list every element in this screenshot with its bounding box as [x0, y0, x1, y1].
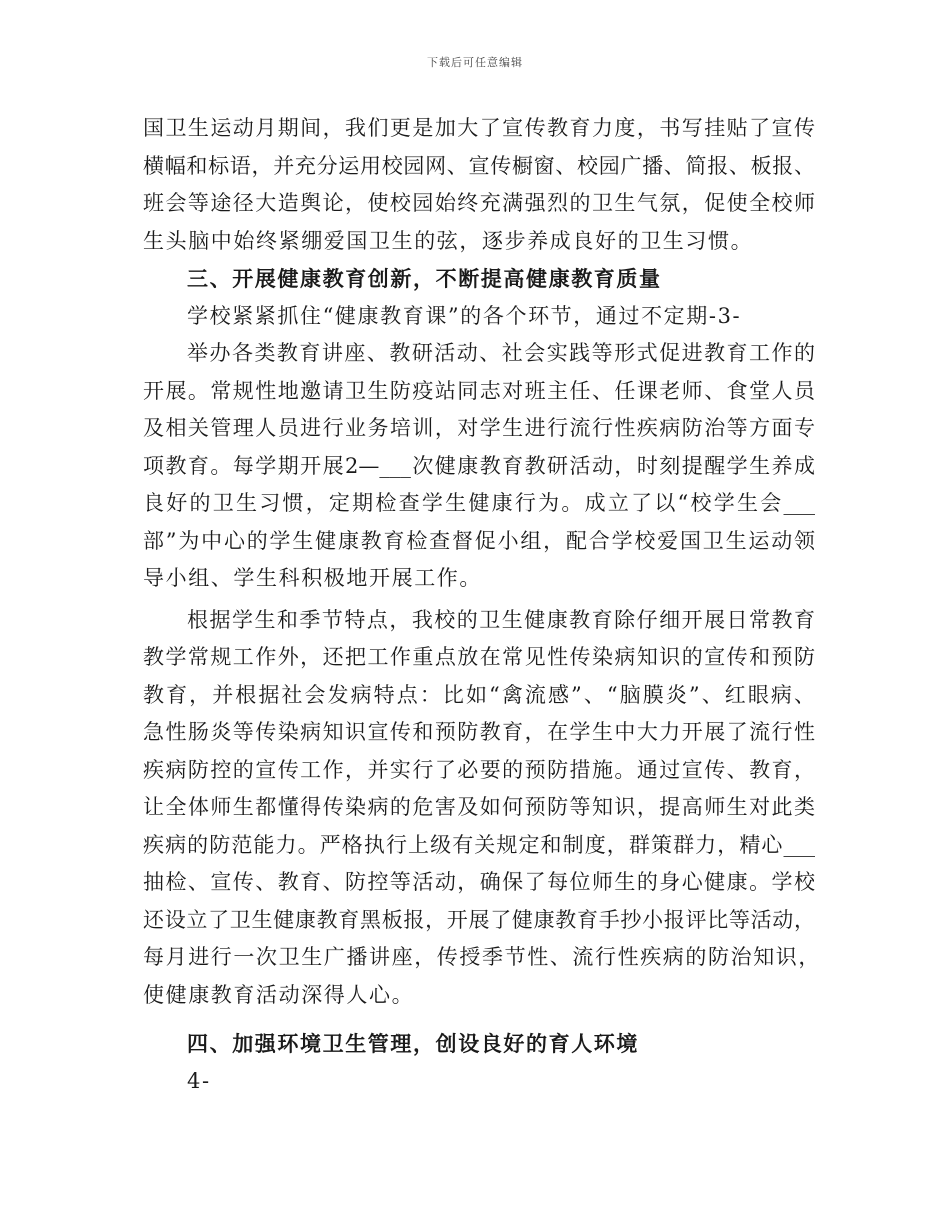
document-body	[143, 110, 821, 1100]
paragraph-line: 根据学生和季节特点，我校的卫生健康教育除仔细开展日常教育	[187, 607, 815, 632]
section-heading-3: 三、开展健康教育创新，不断提高健康教育质量	[187, 266, 662, 291]
paragraph-line: 项教育。每学期开展2—___次健康教育教研活动，时刻提醒学生养成	[143, 453, 815, 478]
paragraph-line: 班会等途径大造舆论，使校园始终充满强烈的卫生气氛，促使全校师	[143, 191, 815, 215]
paragraph-line: 让全体师生都懂得传染病的危害及如何预防等知识，提高师生对此类	[143, 795, 815, 819]
paragraph-line: 开展。常规性地邀请卫生防疫站同志对班主任、任课老师、食堂人员	[143, 378, 815, 403]
paragraph-line: 生头脑中始终紧绷爱国卫生的弦，逐步养成良好的卫生习惯。	[143, 228, 754, 253]
paragraph-line: 教学常规工作外，还把工作重点放在常见性传染病知识的宣传和预防	[143, 645, 815, 669]
paragraph-line: 横幅和标语，并充分运用校园网、宣传橱窗、校园广播、简报、板报、	[143, 153, 815, 178]
paragraph-line: 使健康教育活动深得人心。	[143, 982, 415, 1007]
paragraph-line: 举办各类教育讲座、教研活动、社会实践等形式促进教育工作的	[187, 341, 815, 365]
paragraph-line: 及相关管理人员进行业务培训，对学生进行流行性疾病防治等方面专	[143, 416, 815, 440]
paragraph-line: 学校紧紧抓住“健康教育课”的各个环节，通过不定期-3-	[187, 303, 742, 328]
paragraph-line: 急性肠炎等传染病知识宣传和预防教育，在学生中大力开展了流行性	[143, 720, 815, 744]
paragraph-line: 疾病防控的宣传工作，并实行了必要的预防措施。通过宣传、教育，	[143, 757, 815, 782]
page-number-marker: 4-	[187, 1068, 211, 1093]
page-header: 下载后可任意编辑	[427, 56, 523, 69]
paragraph-line: 抽检、宣传、教育、防控等活动，确保了每位师生的身心健康。学校	[143, 870, 815, 894]
paragraph-line: 良好的卫生习惯，定期检查学生健康行为。成立了以“校学生会___	[143, 491, 815, 515]
paragraph-line: 每月进行一次卫生广播讲座，传授季节性、流行性疾病的防治知识，	[143, 945, 821, 969]
paragraph-line: 教育，并根据社会发病特点：比如“禽流感”、“脑膜炎”、红眼病、	[143, 682, 815, 707]
paragraph-line: 疾病的防范能力。严格执行上级有关规定和制度，群策群力，精心___	[143, 832, 815, 857]
paragraph-line: 部”为中心的学生健康教育检查督促小组，配合学校爱国卫生运动领	[143, 528, 815, 553]
paragraph-line: 导小组、学生科积极地开展工作。	[143, 566, 482, 590]
paragraph-line: 国卫生运动月期间，我们更是加大了宣传教育力度，书写挂贴了宣传	[143, 116, 815, 140]
section-heading-4: 四、加强环境卫生管理，创设良好的育人环境	[187, 1031, 639, 1056]
paragraph-line: 还设立了卫生健康教育黑板报，开展了健康教育手抄小报评比等活动，	[143, 907, 815, 932]
